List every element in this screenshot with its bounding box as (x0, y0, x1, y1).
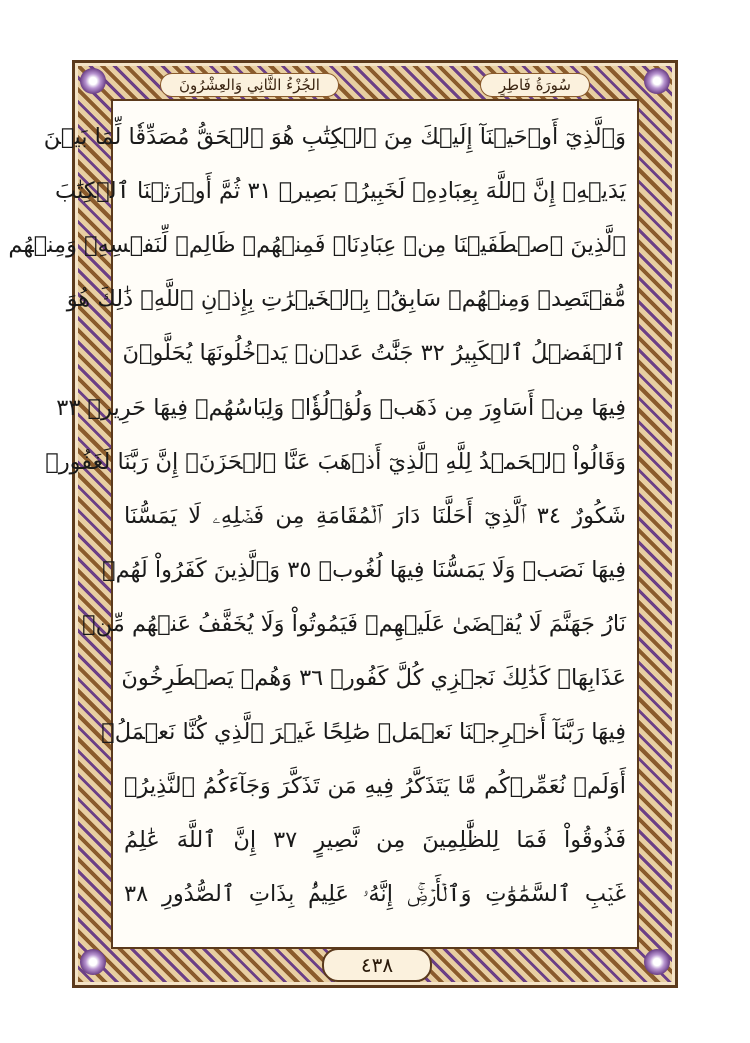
corner-rosette-icon (80, 949, 106, 975)
text-line: فِيهَا نَصَبٞ وَلَا يَمَسُّنَا فِيهَا لُغُوبٞ ٣٥ وَٱلَّذِينَ كَفَرُواْ لَهُمۡ (102, 556, 626, 583)
text-line: فَذُوقُواْ فَمَا لِلظَّٰلِمِينَ مِن نَّصِيرٍ ٣٧ إِنَّ ٱللَّهَ عَٰلِمُ (124, 827, 627, 854)
text-line: عَذَابِهَاۚ كَذَٰلِكَ نَجۡزِي كُلَّ كَفُورٖ ٣٦ وَهُمۡ يَصۡطَرِخُونَ (121, 664, 626, 691)
text-line: فِيهَا مِنۡ أَسَاوِرَ مِن ذَهَبٖ وَلُؤۡلُؤٗاۖ وَلِبَاسُهُمۡ فِيهَا حَرِيرٞ ٣٣ (56, 394, 626, 421)
page-header (160, 70, 590, 100)
corner-rosette-icon (644, 949, 670, 975)
text-line: نَارُ جَهَنَّمَ لَا يُقۡضَىٰ عَلَيۡهِمۡ فَيَمُوتُواْ وَلَا يُخَفَّفُ عَنۡهُم مِّنۡ (82, 610, 626, 637)
quran-text (8, 110, 627, 922)
text-line: أَوَلَمۡ نُعَمِّرۡكُم مَّا يَتَذَكَّرُ فِيهِ مَن تَذَكَّرَ وَجَآءَكُمُ ٱلنَّذِيرُۖ (124, 773, 626, 800)
corner-rosette-icon (80, 68, 106, 94)
surah-label: سُورَةُ فَاطِرٍ (480, 73, 590, 97)
juz-label: الجُزْءُ الثَّانِي وَالعِشْرُونَ (160, 73, 339, 97)
text-line: غَيۡبِ ٱلسَّمَٰوَٰتِ وَٱلۡأَرۡضِۚ إِنَّهُۥ عَلِيمُۢ بِذَاتِ ٱلصُّدُورِ ٣٨ (124, 881, 626, 908)
page-number: ٤٣٨ (322, 948, 432, 982)
text-line: ٱلۡفَضۡلُ ٱلۡكَبِيرُ ٣٢ جَنَّٰتُ عَدۡنٖ يَدۡخُلُونَهَا يُحَلَّوۡنَ (122, 340, 626, 367)
text-line: وَقَالُواْ ٱلۡحَمۡدُ لِلَّهِ ٱلَّذِيٓ أَذۡهَبَ عَنَّا ٱلۡحَزَنَۖ إِنَّ رَبَّنَا لَغَفُورٞ (45, 448, 626, 475)
text-line: يَدَيۡهِۗ إِنَّ ٱللَّهَ بِعِبَادِهِۦ لَخَبِيرُۢ بَصِيرٞ ٣١ ثُمَّ أَوۡرَثۡنَا ٱلۡكِتَٰبَ (55, 178, 626, 205)
text-line: مُّقۡتَصِدٞ وَمِنۡهُمۡ سَابِقُۢ بِٱلۡخَيۡرَٰتِ بِإِذۡنِ ٱللَّهِۚ ذَٰلِكَ هُوَ (66, 286, 626, 313)
corner-rosette-icon (644, 68, 670, 94)
text-line: ٱلَّذِينَ ٱصۡطَفَيۡنَا مِنۡ عِبَادِنَاۖ فَمِنۡهُمۡ ظَالِمٞ لِّنَفۡسِهِۦ وَمِنۡهُم (8, 232, 626, 259)
text-line: فِيهَا رَبَّنَآ أَخۡرِجۡنَا نَعۡمَلۡ صَٰلِحًا غَيۡرَ ٱلَّذِي كُنَّا نَعۡمَلُۚ (101, 719, 626, 746)
text-line: شَكُورٌ ٣٤ ٱلَّذِيٓ أَحَلَّنَا دَارَ ٱلۡمُقَامَةِ مِن فَضۡلِهِۦ لَا يَمَسُّنَا (124, 502, 626, 529)
text-line: وَٱلَّذِيٓ أَوۡحَيۡنَآ إِلَيۡكَ مِنَ ٱلۡكِتَٰبِ هُوَ ٱلۡحَقُّ مُصَدِّقٗا لِّمَا بَيۡنَ (43, 124, 626, 151)
